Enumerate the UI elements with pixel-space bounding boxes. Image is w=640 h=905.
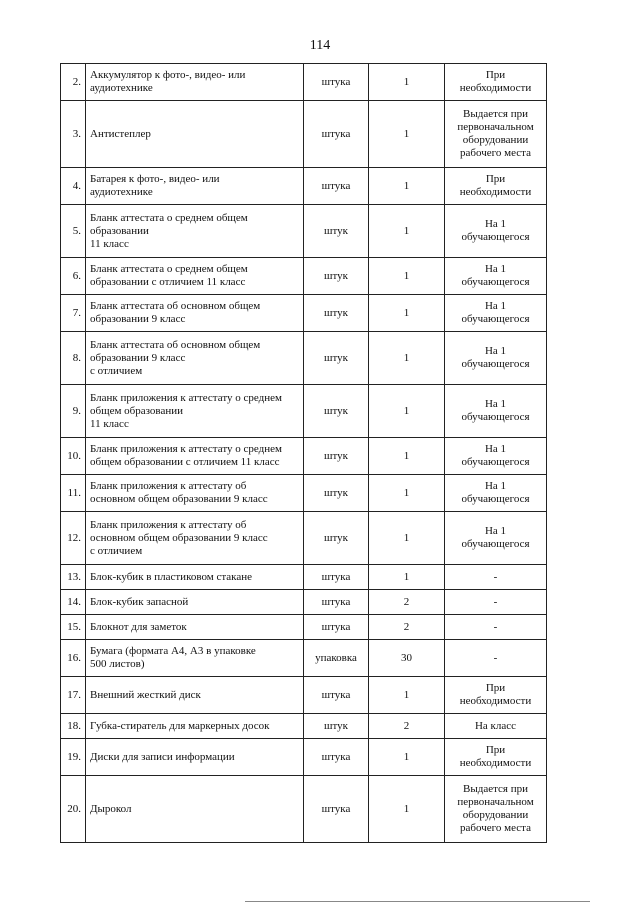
item-unit: штука [304,590,369,615]
item-note: На 1 обучающегося [445,295,547,332]
item-note: Выдается при первоначальном оборудовании рабочего места [445,101,547,168]
table-row [61,565,547,590]
table-row [61,168,547,205]
item-quantity: 1 [369,258,445,295]
item-note: - [445,590,547,615]
item-unit: штук [304,258,369,295]
item-note: На 1 обучающегося [445,512,547,565]
item-unit: штук [304,385,369,438]
item-unit: штука [304,739,369,776]
row-number: 9. [61,385,86,438]
item-quantity: 1 [369,64,445,101]
row-number: 6. [61,258,86,295]
table-row [61,295,547,332]
row-number: 5. [61,205,86,258]
item-unit: штука [304,776,369,843]
table-body [61,64,547,843]
item-note: На 1 обучающегося [445,438,547,475]
table-row [61,590,547,615]
table-row [61,385,547,438]
items-table [60,63,547,843]
scan-edge-line [245,901,590,902]
item-quantity: 1 [369,677,445,714]
item-quantity: 1 [369,332,445,385]
item-name: Диски для записи информации [86,739,304,776]
item-quantity: 1 [369,205,445,258]
table-row [61,205,547,258]
item-name: Бланк приложения к аттестату о среднем общем образовании с отличием 11 класс [86,438,304,475]
item-name: Бумага (формата А4, А3 в упаковке 500 листов) [86,640,304,677]
item-note: Выдается при первоначальном оборудовании рабочего места [445,776,547,843]
item-unit: штук [304,714,369,739]
row-number: 18. [61,714,86,739]
item-unit: штука [304,168,369,205]
item-name: Дырокол [86,776,304,843]
item-quantity: 1 [369,512,445,565]
table-row [61,64,547,101]
item-quantity: 1 [369,776,445,843]
item-quantity: 1 [369,438,445,475]
item-name: Бланк приложения к аттестату об основном общем образовании 9 класс [86,475,304,512]
table-row [61,677,547,714]
row-number: 17. [61,677,86,714]
item-quantity: 1 [369,168,445,205]
item-quantity: 1 [369,385,445,438]
item-name: Батарея к фото-, видео- или аудиотехнике [86,168,304,205]
item-name: Бланк аттестата о среднем общем образовании 11 класс [86,205,304,258]
table-row [61,475,547,512]
table-row [61,101,547,168]
page-number: 114 [309,38,331,53]
item-unit: штука [304,565,369,590]
item-note: На 1 обучающегося [445,258,547,295]
row-number: 11. [61,475,86,512]
item-quantity: 1 [369,739,445,776]
item-note: На класс [445,714,547,739]
item-quantity: 1 [369,295,445,332]
item-note: При необходимости [445,168,547,205]
table-row [61,512,547,565]
table-row [61,615,547,640]
item-name: Блок-кубик запасной [86,590,304,615]
row-number: 12. [61,512,86,565]
item-unit: штук [304,475,369,512]
item-unit: штука [304,677,369,714]
item-quantity: 1 [369,101,445,168]
item-unit: штука [304,64,369,101]
item-unit: штук [304,512,369,565]
item-name: Бланк аттестата об основном общем образовании 9 класс с отличием [86,332,304,385]
item-unit: штук [304,438,369,475]
item-unit: штук [304,205,369,258]
item-name: Губка-стиратель для маркерных досок [86,714,304,739]
row-number: 8. [61,332,86,385]
item-name: Бланк аттестата о среднем общем образовании с отличием 11 класс [86,258,304,295]
row-number: 13. [61,565,86,590]
item-name: Блокнот для заметок [86,615,304,640]
item-note: На 1 обучающегося [445,475,547,512]
item-name: Антистеплер [86,101,304,168]
table-row [61,258,547,295]
item-note: - [445,640,547,677]
table-row [61,332,547,385]
item-name: Бланк аттестата об основном общем образовании 9 класс [86,295,304,332]
row-number: 10. [61,438,86,475]
item-name: Аккумулятор к фото-, видео- или аудиотехнике [86,64,304,101]
row-number: 3. [61,101,86,168]
item-note: На 1 обучающегося [445,205,547,258]
item-note: - [445,615,547,640]
item-quantity: 1 [369,475,445,512]
table-row [61,640,547,677]
item-name: Бланк приложения к аттестату об основном общем образовании 9 класс с отличием [86,512,304,565]
item-unit: упаковка [304,640,369,677]
item-unit: штук [304,295,369,332]
item-name: Бланк приложения к аттестату о среднем общем образовании 11 класс [86,385,304,438]
item-note: При необходимости [445,64,547,101]
item-unit: штук [304,332,369,385]
row-number: 7. [61,295,86,332]
item-name: Внешний жесткий диск [86,677,304,714]
row-number: 4. [61,168,86,205]
table-row [61,739,547,776]
row-number: 15. [61,615,86,640]
row-number: 20. [61,776,86,843]
item-name: Блок-кубик в пластиковом стакане [86,565,304,590]
item-quantity: 2 [369,615,445,640]
table-row [61,438,547,475]
table-row [61,714,547,739]
row-number: 16. [61,640,86,677]
item-unit: штука [304,615,369,640]
item-quantity: 2 [369,714,445,739]
item-note: При необходимости [445,739,547,776]
row-number: 14. [61,590,86,615]
row-number: 2. [61,64,86,101]
item-note: - [445,565,547,590]
item-quantity: 30 [369,640,445,677]
table-row [61,776,547,843]
row-number: 19. [61,739,86,776]
item-unit: штука [304,101,369,168]
item-note: На 1 обучающегося [445,385,547,438]
item-note: При необходимости [445,677,547,714]
item-quantity: 1 [369,565,445,590]
item-note: На 1 обучающегося [445,332,547,385]
item-quantity: 2 [369,590,445,615]
